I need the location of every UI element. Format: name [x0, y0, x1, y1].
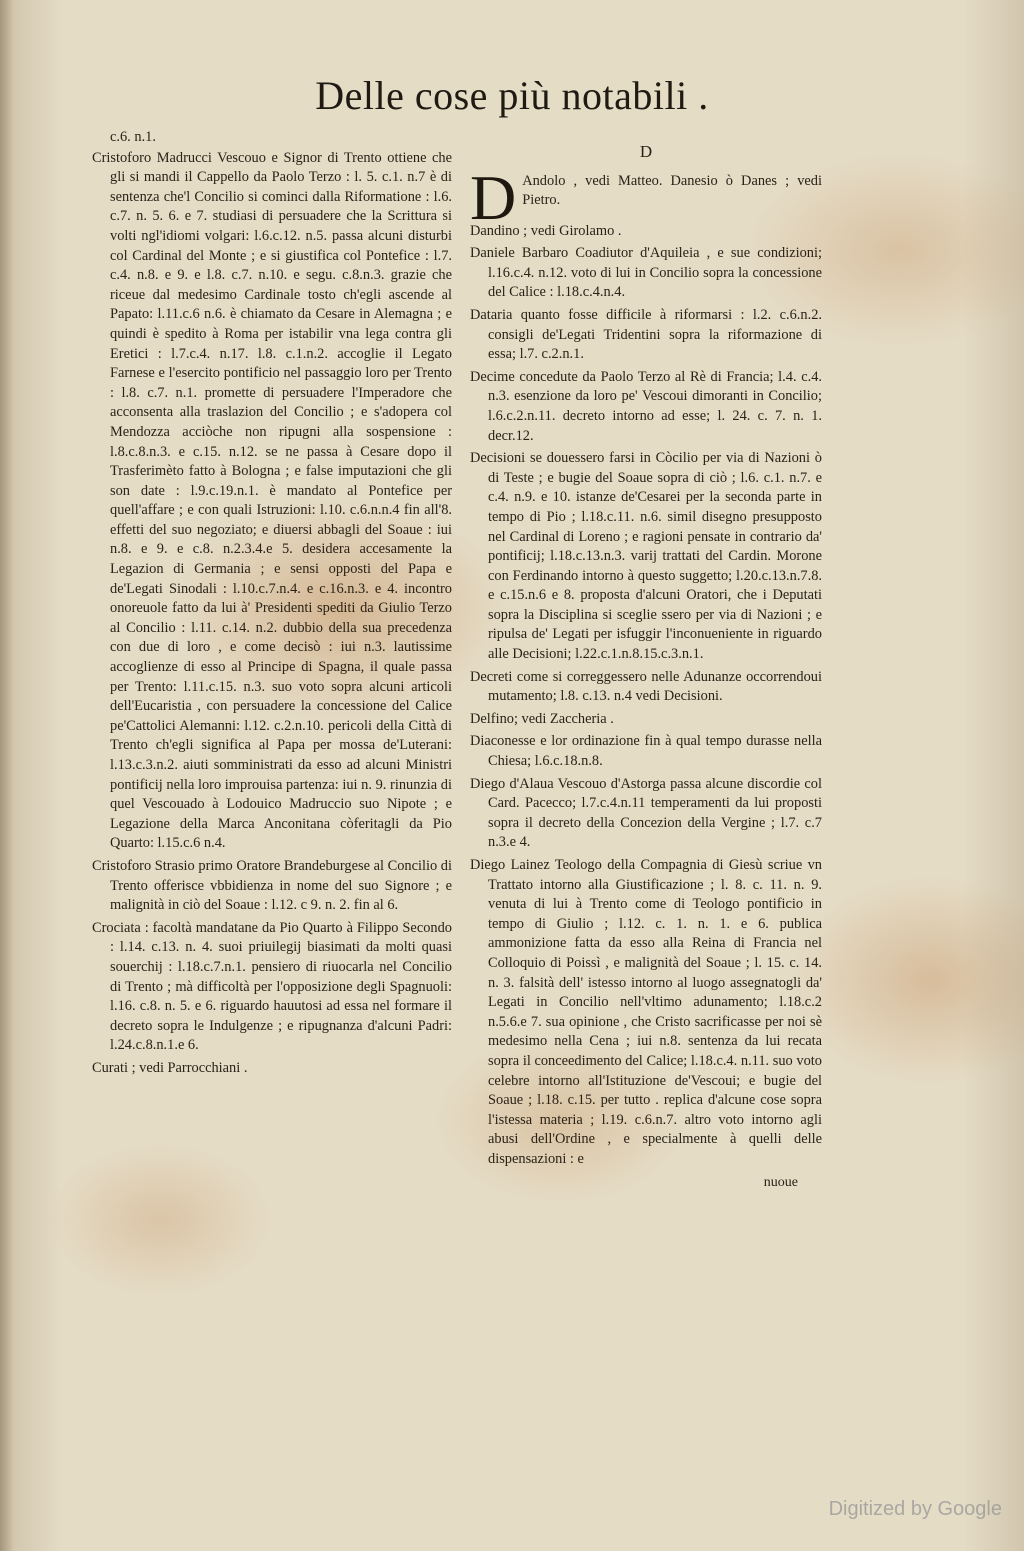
- index-entry: Daniele Barbaro Coadiutor d'Aquileia , e sue condizioni; l.16.c.4. n.12. voto di lui in Concilio sopra la concessione del Calice : l.18.c.4.n.4.: [470, 245, 822, 301]
- index-entry: Cristoforo Strasio primo Oratore Brandeburgese al Concilio di Trento offerisce vbbidienza in nome del suo Signore ; e malignità in ciò del Soaue : l.12. c 9. n. 2. fin al 6.: [92, 857, 452, 914]
- catchword: nuoue: [763, 1174, 798, 1190]
- index-entry: Diego d'Alaua Vescouo d'Astorga passa alcune discordie col Card. Pacecco; l.7.c.4.n.11 temperamenti da lui proposti sopra il decreto della Concezion della Vergine ; l.7. c.7 n.3.e 4.: [470, 775, 822, 851]
- index-entry: Delfino; vedi Zaccheria .: [470, 710, 614, 727]
- index-entry: Diego Lainez Teologo della Compagnia di Giesù scriue vn Trattato intorno alla Giustificazione ; l. 8. c. 11. n. 9. venuta di lui à Trento come di Teologo pontificio in tempo di Giulio ; l.12. c. 1. n. 1. e 6. publica ammonizione fatta da esso alla Reina di Francia nel Colloquio di Poissì , e malignità del Soaue ; l. 15. c. 14. n. 3. falsità dell' istesso intorno al luogo assegnatogli da' Legati in Concilio nell'vltimo adunamento; l.18.c.2 n.5.6.e 7. sua opinione , che Cristo sacrificasse per noi sè medesimo nella Cena ; iui n.8. sentenza da lui recata sopra il conceedimento del Calice; l.18.c.4. n.11. suo voto celebre intorno all'Istituzione de'Vescoui; e bugie del Soaue ; l.18. c.15. per tutto . replica d'alcune cose sopra l'istessa materia ; l.19. c.6.n.7. altro voto intorno agli abusi dell'Ordine , e specialmente à quelli delle dispensazioni : e: [470, 857, 822, 1167]
- index-entry: Crociata : facoltà mandatane da Pio Quarto à Filippo Secondo : l.14. c.13. n. 4. suoi priuilegij biasimati da molti quasi souerchij : l.18.c.7.n.1. pensiero di riuocarla nel Concilio di Trento ; mà difficoltà per l'opposizione degli Spagnuoli: l.16. c.8. n. 5. e 6. riguardo hauutosi ad essa nel formare il decreto sopra le Indulgenze ; e ripugnanza d'alcuni Padri: l.24.c.8.n.1.e 6.: [92, 919, 452, 1054]
- binding-shadow: [0, 0, 14, 1551]
- left-column: [92, 128, 452, 1082]
- drop-cap: D: [470, 161, 517, 233]
- index-entry: Curati ; vedi Parrocchiani .: [92, 1059, 248, 1076]
- right-column: [470, 128, 822, 1192]
- index-entry: Dataria quanto fosse difficile à riformarsi : l.2. c.6.n.2. consigli de'Legati Tridentini sopra la riformazione di essa; l.7. c.2.n.1.: [470, 306, 822, 363]
- digitization-watermark: Digitized by Google: [828, 1498, 1002, 1520]
- page-title: Delle cose più notabili .: [315, 73, 709, 118]
- continued-fragment: c.6. n.1.: [110, 129, 156, 145]
- first-entry-text: Andolo , vedi Matteo. Danesio ò Danes ; vedi Pietro.: [522, 172, 822, 209]
- index-entry: Decisioni se douessero farsi in Còcilio per via di Nazioni ò di Teste ; e bugie del Soaue sopra di ciò ; l.6. c.1. n.7. e c.4. n.9. e 10. istanze de'Cesarei per la seconda parte in tempo di Pio ; l.18.c.11. n.6. simil disegno presupposto nel Cardinal di Loreno ; e ragioni pensate in contrario da' pontificij; l.18.c.13.n.3. varij trattati del Cardin. Morone con Ferdinando intorno à questo suggetto; l.20.c.13.n.7.8. e c.15.n.6 e 8. proposta d'alcuni Oratori, che i Deputati sopra la Disciplina si sceglie ssero per via di Nazioni ; e ripulsa de' Legati per isfuggir l'inconueniente in riguardo alle Decisioni; l.22.c.1.n.8.15.c.3.n.1.: [470, 450, 822, 663]
- index-entry: Decreti come si correggessero nelle Adunanze occorrendoui mutamento; l.8. c.13. n.4 vedi Decisioni.: [470, 668, 822, 705]
- index-entry: Decime concedute da Paolo Terzo al Rè di Francia; l.4. c.4. n.3. esenzione da loro pe' Vescoui dimoranti in Concilio; l.6.c.2.n.11. decreto intorno ad esse; l. 24. c. 7. n. 1. decr.12.: [470, 368, 822, 444]
- index-entry: Cristoforo Madrucci Vescouo e Signor di Trento ottiene che gli si mandi il Cappello da Paolo Terzo : l. 5. c.1. n.7 è di sentenza che'l Concilio si cominci dalla Riformatione : l.6. c.7. n. 5. 6. e 7. studiasi di persuadere che la Scrittura si volti ngl'idiomi volgari: l.6.c.12. n.5. passa alcuni disturbi col Cardinal del Monte ; e si giustifica col Pontefice : l.7. c.4. n.8. e 9. e l.8. c.7. n.10. e segu. c.8.n.3. grazie che riceue dal medesimo Cardinale tosto ch'egli ascende al Papato: l.11.c.6 n.6. è chiamato da Cesare in Alemagna ; e quindi è spedito à Roma per istabilir vna lega contra gli Eretici : l.7.c.4. n.17. l.8. c.1.n.2. accoglie il Legato Farnese e l'esercito pontificio nel passaggio loro per Trento : l.8. c.7. n.1. promette di persuadere l'Imperadore che acconsenta alla traslazion del Concilio ; e s'adopera col Mendozza acciòche non ripugni alla sospensione : l.8.c.8.n.3. e c.15. n.12. se ne passa à Cesare dopo il Trasferimèto fatto à Bologna ; e false imputazioni che gli son date : l.9.c.19.n.1. è mandato al Pontefice per quell'affare ; e con quali Istruzioni: l.10. c.6.n.n.4 fin all'8. effetti del suo negoziato; e diuersi abbagli del Soaue : iui n.8. e 9. e c.8. n.2.3.4.e 5. desidera accesamente la Legazion di Germania ; e sensi opposti del Papa e de'Legati Sinodali : l.10.c.7.n.4. e c.16.n.3. e 4. incontro onoreuole fatto da lui à' Presidenti spediti da Giulio Terzo al Concilio : l.11. c.14. n.2. dubbio della sua precedenza con due di loro , e come decisò : iui n.3. lautissime accoglienze di esso al Principe di Spagna, il quale passa per Trento: l.11.c.15. n.3. suo voto sopra alcuni articoli dell'Eucaristia , con persuadere la concessione del Calice pe'Cattolici Alemanni: l.12. c.2.n.10. pericoli della Città di Trento ch'egli significa al Papa per mossa de'Luterani: l.13.c.3.n.2. aiuti somministrati da esso ad alcuni Ministri pontificij nella loro improuisa partenza: iui n. 9. rinunzia di quel Vescouado à Lodouico Madruccio suo Nipote ; e Legazione della Marca Anconitana còferitagli da Pio Quarto: l.15.c.6 n.4.: [92, 149, 452, 852]
- index-entry: Diaconesse e lor ordinazione fin à qual tempo durasse nella Chiesa; l.6.c.18.n.8.: [470, 733, 822, 770]
- section-letter: D: [639, 142, 653, 161]
- index-entry: Dandino ; vedi Girolamo .: [470, 222, 622, 239]
